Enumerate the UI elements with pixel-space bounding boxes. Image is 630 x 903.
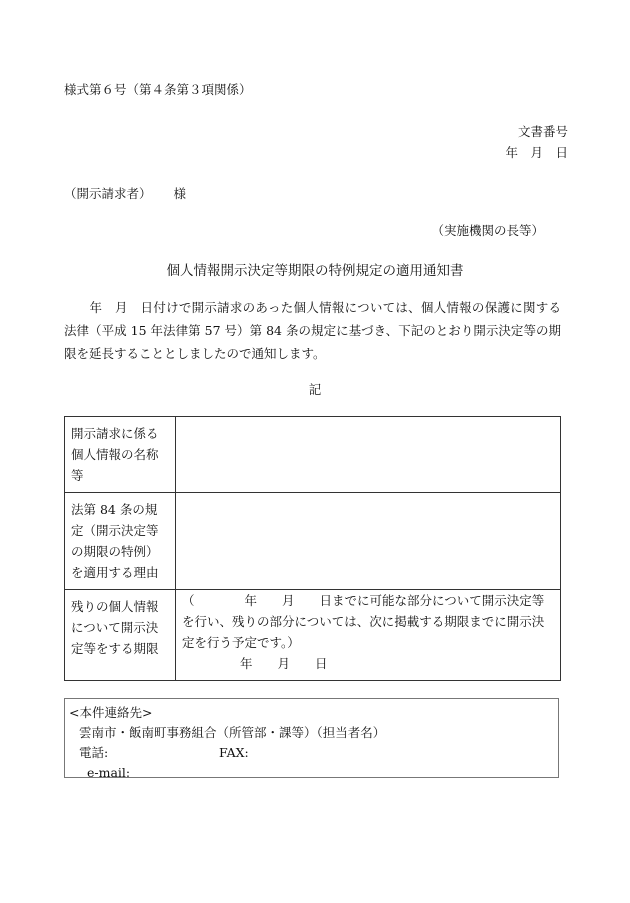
requester-label: （開示請求者） <box>64 186 152 201</box>
ki-heading: 記 <box>308 382 322 397</box>
deadline-date: 年 月 日 <box>240 656 328 671</box>
contact-heading: <本件連絡先> <box>69 705 153 720</box>
row-label-info-name: 開示請求に係る個人情報の名称等 <box>65 417 176 493</box>
requester-line <box>64 184 186 202</box>
agency-head-label: （実施機関の長等） <box>431 223 544 238</box>
phone-label: 電話: <box>79 745 109 760</box>
document-number-label: 文書番号 <box>517 124 568 139</box>
notice-body-text: 年 月 日付けで開示請求のあった個人情報については、個人情報の保護に関する法律（平成 15 年法律第 57 号）第 84 条の規定に基づき、下記のとおり開示決定等の期限を延長することとしましたので通知します。 <box>64 300 561 361</box>
row-value-deadline <box>176 590 561 681</box>
email-label: e-mail: <box>87 765 131 780</box>
table-row <box>65 590 561 681</box>
requester-suffix: 様 <box>173 186 187 201</box>
row-value-reason <box>176 493 561 590</box>
document-date: 年 月 日 <box>505 145 568 160</box>
document-title: 個人情報開示決定等期限の特例規定の適用通知書 <box>166 263 464 279</box>
table-row <box>65 493 561 590</box>
deadline-text: （ 年 月 日までに可能な部分について開示決定等を行い、残りの部分については、次に掲載する期限までに開示決定を行う予定です。） <box>182 593 545 650</box>
table-row <box>65 417 561 493</box>
form-number: 様式第６号（第４条第３項関係） <box>64 82 252 97</box>
row-label-deadline: 残りの個人情報について開示決定等をする期限 <box>65 590 176 681</box>
details-table <box>64 416 561 681</box>
contact-phone-fax-line <box>69 743 554 763</box>
contact-box <box>64 698 559 778</box>
contact-organization: 雲南市・飯南町事務組合（所管部・課等）（担当者名） <box>79 725 386 740</box>
row-value-info-name <box>176 417 561 493</box>
row-label-reason: 法第 84 条の規定（開示決定等の期限の特例）を適用する理由 <box>65 493 176 590</box>
fax-label: FAX: <box>219 745 249 760</box>
